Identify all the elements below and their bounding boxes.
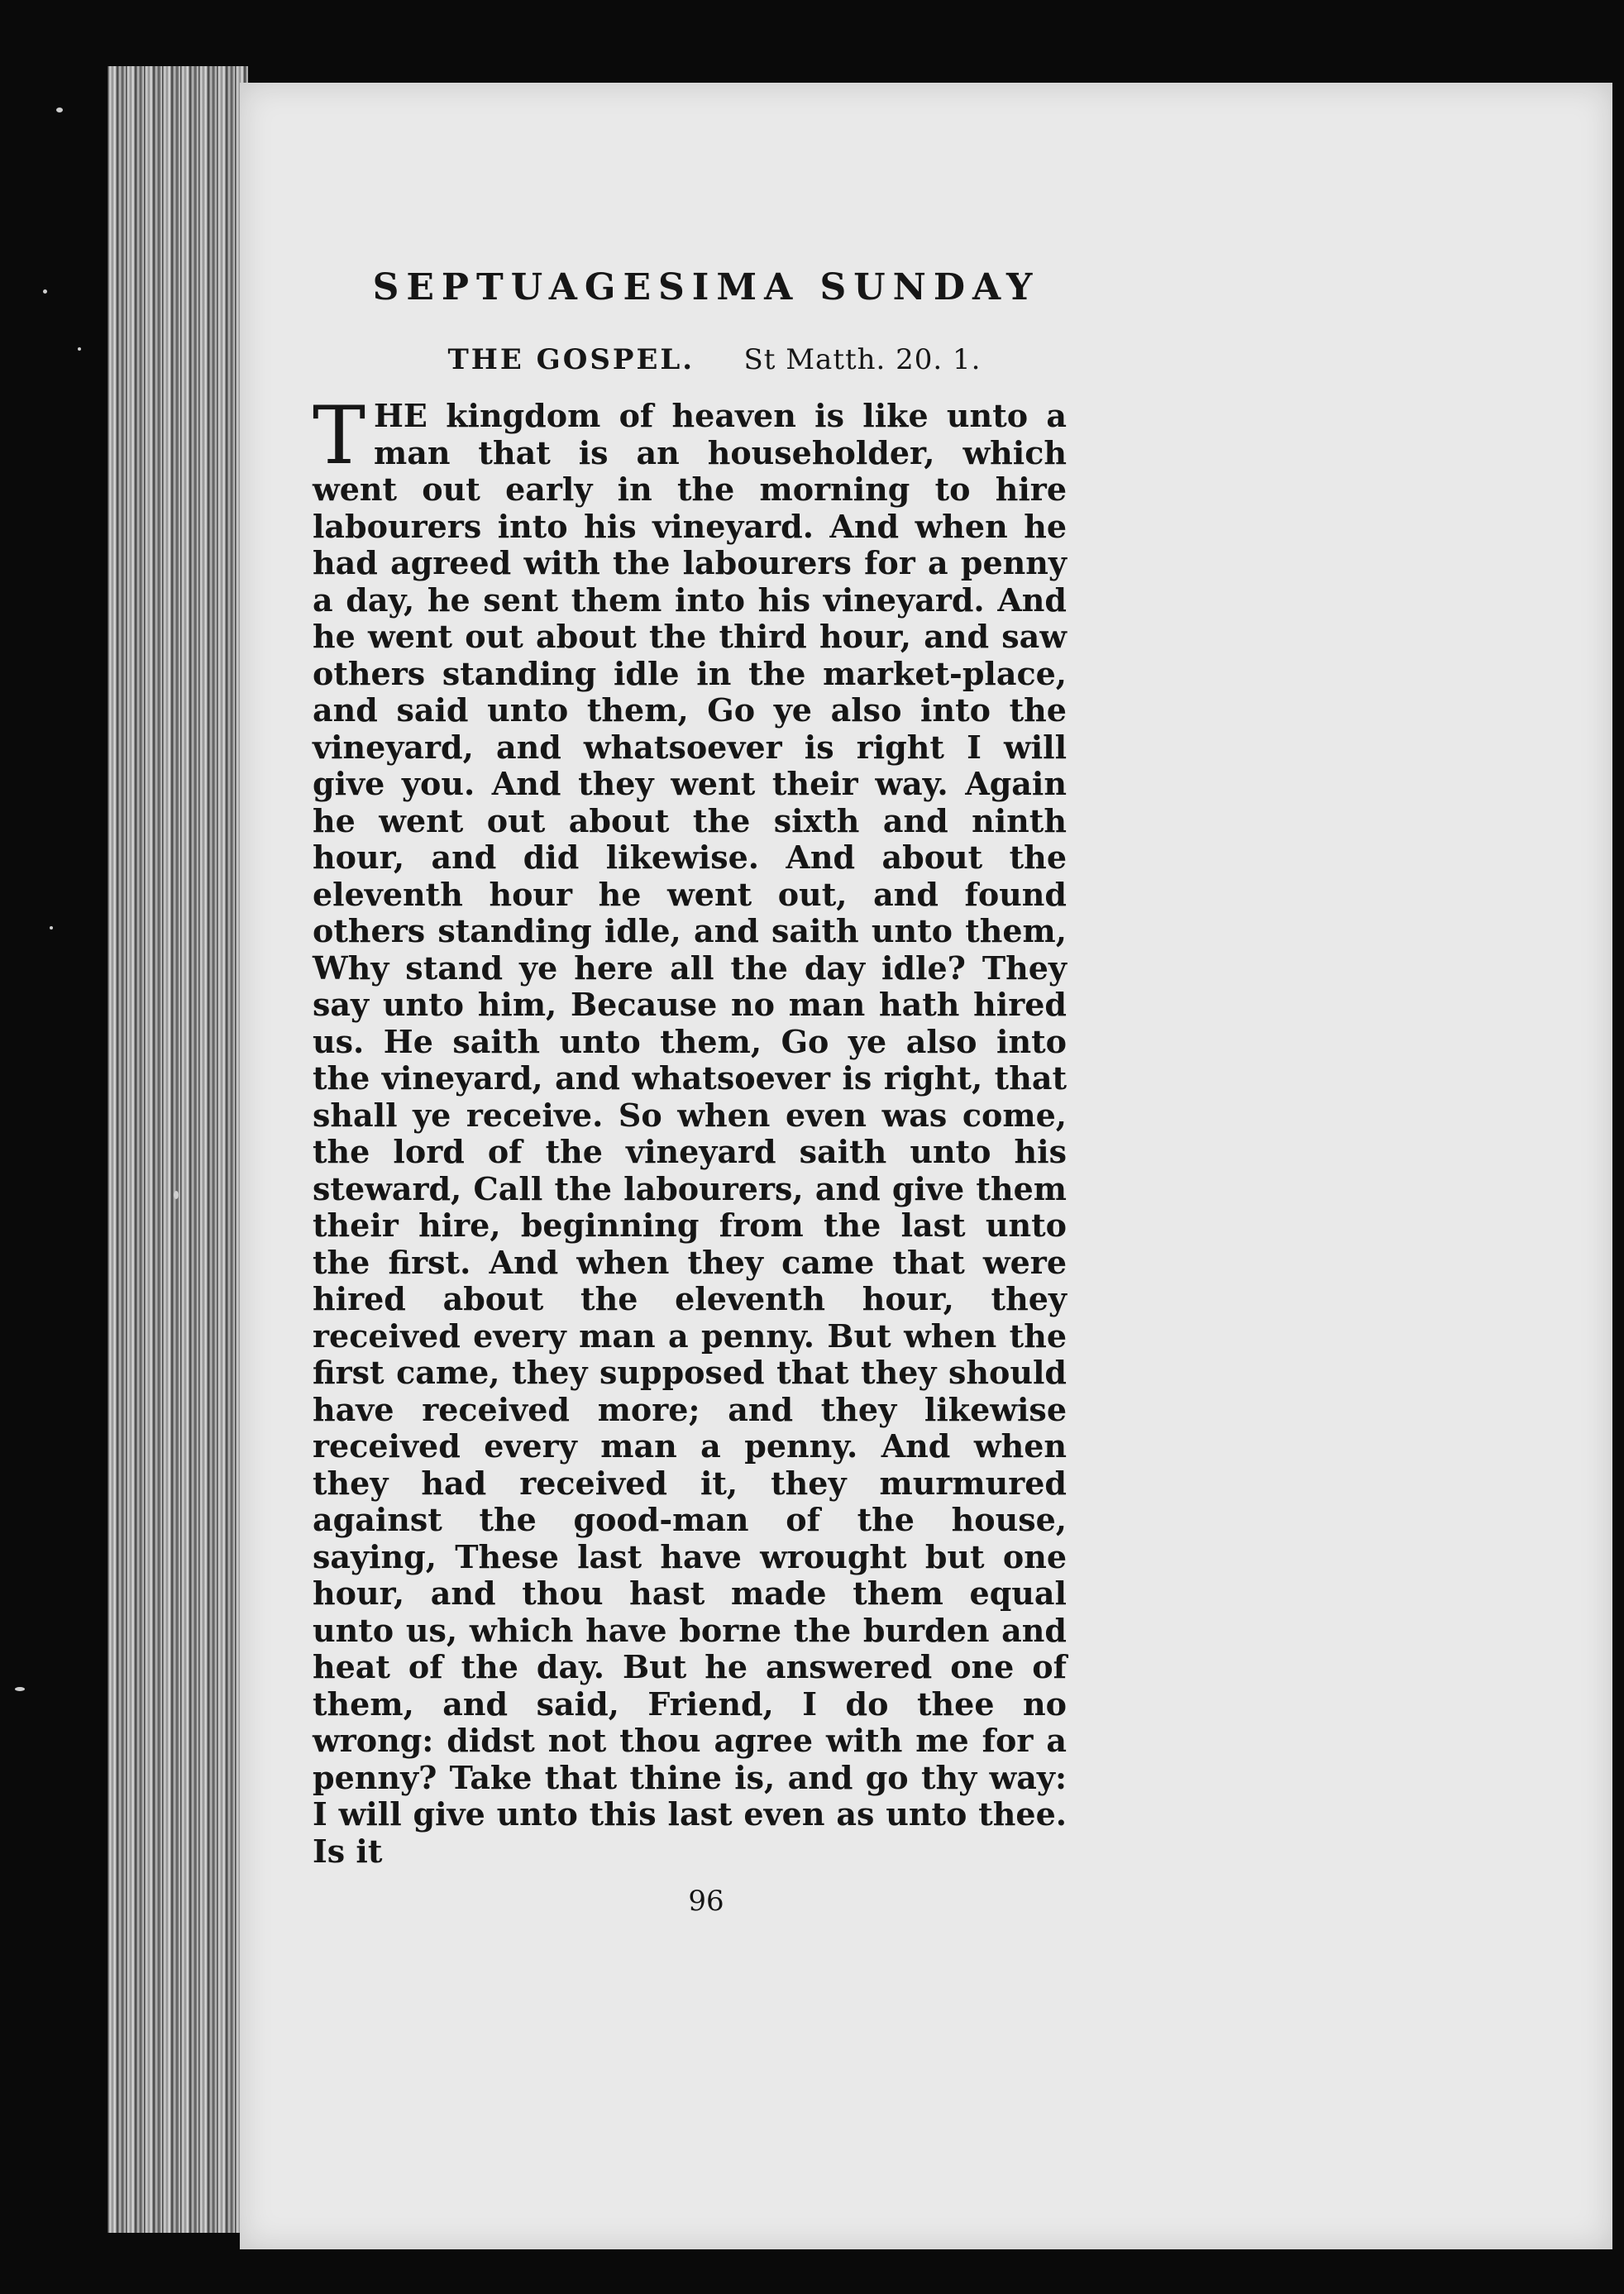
gospel-subheading <box>362 343 1067 376</box>
scripture-reference: St Matth. 20. 1. <box>743 343 982 376</box>
text-block <box>313 266 1067 1918</box>
gospel-title: THE GOSPEL. <box>447 343 695 376</box>
page-number: 96 <box>688 1885 724 1918</box>
gospel-body <box>313 390 1067 1870</box>
film-edge-strip <box>107 66 248 2233</box>
page-heading: SEPTUAGESIMA SUNDAY <box>372 266 1040 308</box>
gospel-body-text: HE kingdom of heaven is like unto a man that is an householder, which went out early in the morning to hire labourers into his vineyard. And when he had agreed with the labourers for a penny a day, he sent them into his vineyard. And he went out about the third hour, and saw others standing idle in the market-place, and said unto them, Go ye also into the vineyard, and whatsoever is right I will give you. And they went their way. Again he went out about the sixth and ninth hour, and did likewise. And about the eleventh hour he went out, and found others standing idle, and saith unto them, Why stand ye here all the day idle? They say unto him, Because no man hath hired us. He saith unto them, Go ye also into the vineyard, and whatsoever is right, that shall ye receive. So when even was come, the lord of the vineyard saith unto his steward, Call the labourers, and give them their hire, beginning from the last unto the first. And when they came that were hired about the eleventh hour, they received every man a penny. But when the first came, they supposed that they should have received more; and they likewise received every man a penny. And when they had received it, they murmured against the good-man of the house, saying, These last have wrought but one hour, and thou hast made them equal unto us, which have borne the burden and heat of the day. But he answered one of them, and said, Friend, I do thee no wrong: didst not thou agree with me for a penny? Take that thine is, and go thy way: I will give unto this last even as unto thee. Is it <box>313 397 1067 1870</box>
drop-cap: T <box>313 390 366 482</box>
